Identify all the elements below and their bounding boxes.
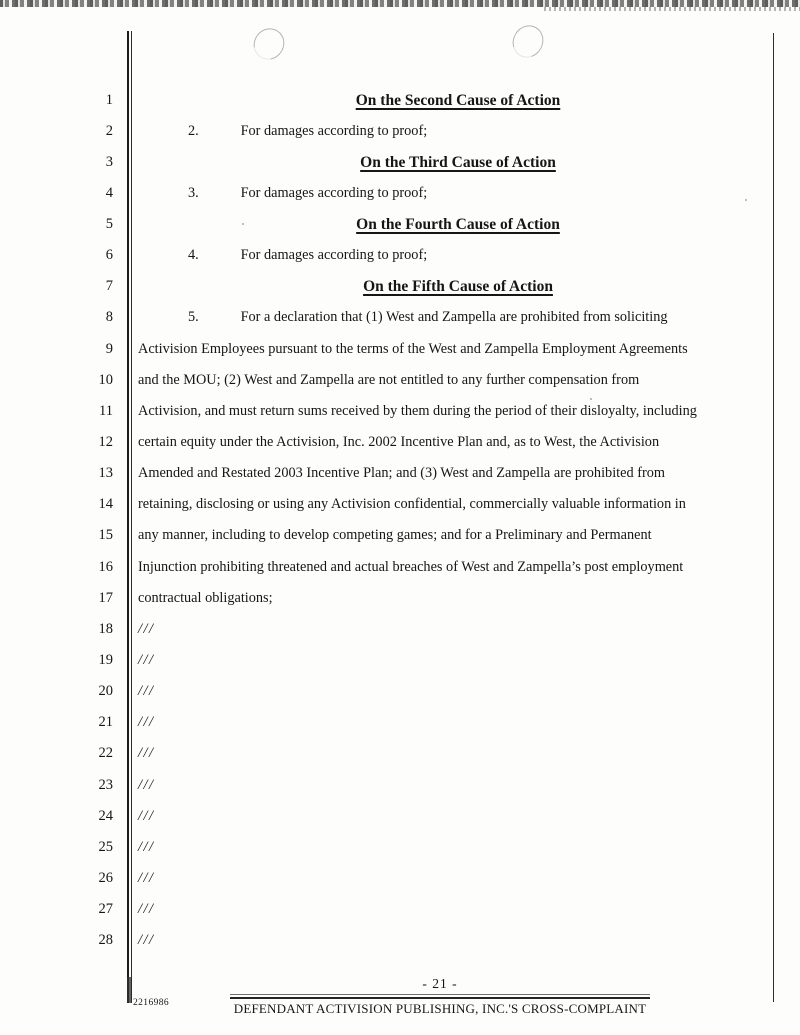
line-number-text: 26 — [98, 870, 113, 887]
line-number-text: 13 — [98, 465, 113, 482]
line-number-text: 18 — [98, 620, 113, 637]
line-number — [0, 489, 115, 520]
line-number — [0, 863, 115, 894]
line-number-text: 25 — [98, 838, 113, 855]
line-number-text: 4 — [105, 184, 113, 201]
line-number-text: 11 — [99, 402, 113, 419]
content-row — [138, 116, 778, 147]
line-number-text: 9 — [105, 340, 113, 357]
row-text: /// — [138, 932, 155, 949]
scan-speck — [745, 199, 747, 201]
line-number-text: 14 — [98, 496, 113, 513]
row-text: retaining, disclosing or using any Activision confidential, commercially valuable information in — [138, 496, 686, 513]
line-number-text: 10 — [98, 371, 113, 388]
punch-mark-icon — [248, 22, 291, 65]
content-row — [138, 614, 778, 645]
line-number — [0, 116, 115, 147]
line-number-text: 27 — [98, 901, 113, 918]
row-text: and the MOU; (2) West and Zampella are not entitled to any further compensation from — [138, 371, 640, 388]
line-number — [0, 707, 115, 738]
content-row — [138, 240, 778, 271]
row-text: On the Second Cause of Action — [355, 91, 561, 109]
punch-mark-icon — [507, 20, 549, 63]
row-text: /// — [138, 870, 155, 887]
line-number-text: 19 — [98, 652, 113, 669]
line-number — [0, 458, 115, 489]
line-number — [0, 645, 115, 676]
row-text: Activision, and must return sums received by them during the period of their disloyalty, including — [138, 402, 697, 419]
line-number-text: 1 — [105, 91, 113, 108]
line-number-text: 17 — [98, 589, 113, 606]
line-number-text: 21 — [98, 714, 113, 731]
line-number — [0, 396, 115, 427]
line-number-text: 12 — [98, 434, 113, 451]
row-text: /// — [138, 620, 155, 637]
content-row — [138, 863, 778, 894]
line-number-text: 16 — [98, 558, 113, 575]
content-row — [138, 458, 778, 489]
paragraph-number: 3. — [188, 184, 199, 201]
row-text: For a declaration that (1) West and Zampella are prohibited from soliciting — [240, 309, 668, 326]
row-text: On the Fourth Cause of Action — [356, 216, 560, 234]
footer-rule — [230, 994, 650, 995]
paragraph-number: 2. — [188, 122, 199, 139]
line-number — [0, 427, 115, 458]
row-text: /// — [138, 652, 155, 669]
line-number — [0, 770, 115, 801]
line-number-text: 7 — [105, 278, 113, 295]
content-row — [138, 645, 778, 676]
line-number-text: 15 — [98, 527, 113, 544]
content-row — [138, 489, 778, 520]
row-text: any manner, including to develop competing games; and for a Preliminary and Permanent — [138, 527, 652, 544]
line-number — [0, 271, 115, 302]
content-row — [138, 738, 778, 769]
content-row — [138, 427, 778, 458]
line-number — [0, 832, 115, 863]
row-text: /// — [138, 838, 155, 855]
row-text: Amended and Restated 2003 Incentive Plan; and (3) West and Zampella are prohibited from — [138, 465, 666, 482]
row-text: For damages according to proof; — [240, 247, 428, 264]
content-row — [138, 271, 778, 302]
line-number — [0, 85, 115, 116]
line-number — [0, 147, 115, 178]
line-number — [0, 583, 115, 614]
content-row — [138, 178, 778, 209]
line-number — [0, 334, 115, 365]
line-number-text: 28 — [98, 932, 113, 949]
content-row — [138, 334, 778, 365]
line-number — [0, 894, 115, 925]
document-id-number: 2216986 — [133, 998, 170, 1008]
row-text: /// — [138, 776, 155, 793]
row-text: contractual obligations; — [138, 589, 273, 606]
line-number-text: 22 — [98, 745, 113, 762]
line-number-column — [0, 85, 115, 957]
row-text: certain equity under the Activision, Inc. 2002 Incentive Plan and, as to West, the Activision — [138, 434, 660, 451]
content-row — [138, 832, 778, 863]
content-row — [138, 583, 778, 614]
content-row — [138, 85, 778, 116]
content-row — [138, 894, 778, 925]
row-text: For damages according to proof; — [240, 184, 428, 201]
line-number — [0, 178, 115, 209]
line-number — [0, 209, 115, 240]
content-row — [138, 209, 778, 240]
content-row — [138, 552, 778, 583]
footer-rule — [230, 997, 650, 999]
row-text: /// — [138, 745, 155, 762]
footer — [230, 974, 650, 1017]
content-row — [138, 396, 778, 427]
row-text: /// — [138, 807, 155, 824]
body-text-column — [138, 85, 778, 957]
line-number — [0, 520, 115, 551]
row-text: /// — [138, 683, 155, 700]
content-row — [138, 520, 778, 551]
line-number-text: 5 — [105, 216, 113, 233]
line-number — [0, 676, 115, 707]
row-text: Activision Employees pursuant to the terms of the West and Zampella Employment Agreements — [138, 340, 688, 357]
scan-artifact-band — [0, 0, 800, 7]
content-row — [138, 770, 778, 801]
line-number-text: 3 — [105, 153, 113, 170]
row-text: On the Fifth Cause of Action — [363, 278, 553, 296]
line-number-text: 20 — [98, 683, 113, 700]
line-number — [0, 801, 115, 832]
row-text: For damages according to proof; — [240, 122, 428, 139]
paragraph-number: 4. — [188, 247, 199, 264]
line-number — [0, 302, 115, 333]
line-number-text: 2 — [105, 122, 113, 139]
content-row — [138, 365, 778, 396]
line-number — [0, 552, 115, 583]
content-row — [138, 925, 778, 956]
scan-speck — [242, 223, 244, 225]
row-text: /// — [138, 901, 155, 918]
row-text: On the Third Cause of Action — [360, 153, 556, 171]
content-row — [138, 801, 778, 832]
line-number-text: 6 — [105, 247, 113, 264]
line-number — [0, 240, 115, 271]
footer-page-number: - 21 - — [422, 976, 458, 991]
content-row — [138, 707, 778, 738]
content-row — [138, 676, 778, 707]
line-number — [0, 738, 115, 769]
line-number — [0, 614, 115, 645]
footer-document-title: DEFENDANT ACTIVISION PUBLISHING, INC.'S CROSS-COMPLAINT — [233, 1001, 647, 1016]
paragraph-number: 5. — [188, 309, 199, 326]
line-number-text: 24 — [98, 807, 113, 824]
scan-speck — [590, 398, 592, 400]
line-number — [0, 365, 115, 396]
line-number-text: 23 — [98, 776, 113, 793]
line-number-text: 8 — [105, 309, 113, 326]
pleading-left-double-rule — [127, 31, 132, 1003]
line-number — [0, 925, 115, 956]
row-text: Injunction prohibiting threatened and actual breaches of West and Zampella’s post employment — [138, 558, 684, 575]
row-text: /// — [138, 714, 155, 731]
content-row — [138, 147, 778, 178]
content-row — [138, 302, 778, 333]
